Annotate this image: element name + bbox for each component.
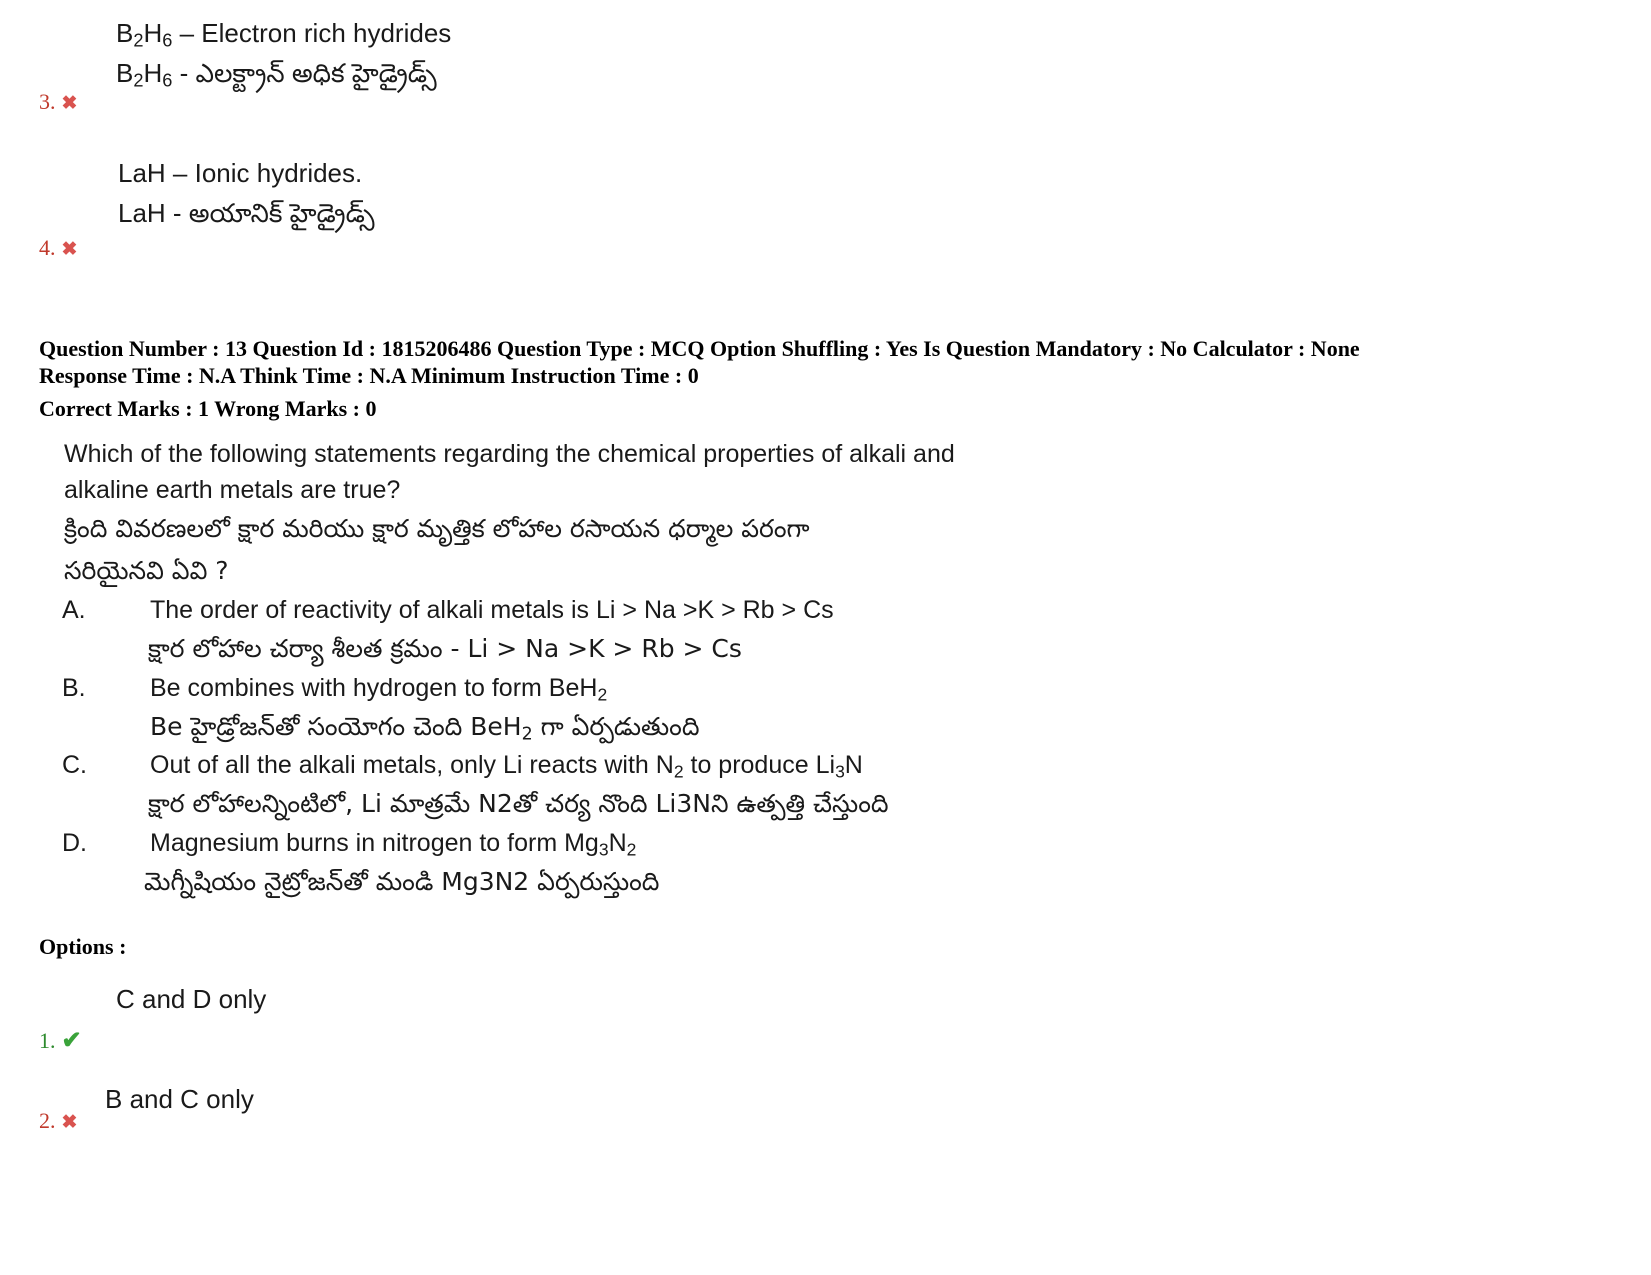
question-text-te-line-2: సరియైనవి ఏవి ? (64, 556, 229, 585)
option-2-text: B and C only (105, 1084, 254, 1114)
cross-icon: ✖ (61, 93, 78, 114)
statement-c-te: క్షార లోహాలన్నింటిలో, Li మాత్రమే N2తో చర్య నొంది Li3Nని ఉత్పత్తి చేస్తుంది (148, 789, 889, 818)
option-4-number: 4. ✖ (39, 235, 78, 260)
statement-letter: A. (62, 596, 86, 624)
statement-b-te: Be హైడ్రోజన్‌తో సంయోగం చెంది BeH$_2$ గా ఏర్పడుతుంది (150, 712, 700, 745)
question-meta-line-2: Response Time : N.A Think Time : N.A Minimum Instruction Time : 0 (39, 363, 699, 388)
option-1-number: 1. ✔ (39, 1028, 82, 1054)
statement-letter: B. (62, 674, 86, 702)
statement-c: C. Out of all the alkali metals, only Li reacts with $N_2$ to produce $Li_3N$ (62, 751, 863, 782)
options-heading: Options : (39, 934, 127, 959)
checkmark-icon: ✔ (61, 1028, 82, 1054)
question-text-en-line-1: Which of the following statements regarding the chemical properties of alkali and (64, 440, 955, 468)
option-2-number: 2. ✖ (39, 1108, 78, 1133)
cross-icon: ✖ (61, 1112, 78, 1133)
statement-a: A. The order of reactivity of alkali metals is Li > Na >K > Rb > Cs (62, 596, 834, 624)
statement-letter: D. (62, 829, 87, 857)
statement-b: B. Be combines with hydrogen to form BeH$_2$ (62, 674, 608, 705)
option-3-number: 3. ✖ (39, 89, 78, 114)
option-3-text-en: $B_2H_6$ – Electron rich hydrides (116, 18, 452, 51)
statement-d-te: మెగ్నీషియం నైట్రోజన్‌తో మండి Mg3N2 ఏర్పరుస్తుంది (144, 867, 660, 896)
option-4-text-en: LaH – Ionic hydrides. (118, 158, 363, 188)
option-1-text: C and D only (116, 984, 267, 1014)
question-meta-line-1: Question Number : 13 Question Id : 1815206486 Question Type : MCQ Option Shuffling : Yes Is Question Mandatory : No Calculator : None (39, 336, 1360, 361)
statement-d: D. Magnesium burns in nitrogen to form $Mg_3N_2$ (62, 829, 637, 860)
option-3-text-te: $B_2H_6$ - ఎలక్ట్రాన్ అధిక హైడ్రైడ్స్ (116, 58, 437, 91)
statement-letter: C. (62, 751, 87, 779)
statement-a-te: క్షార లోహాల చర్యా శీలత క్రమం - Li > Na >K > Rb > Cs (148, 634, 742, 663)
question-text-en-line-2: alkaline earth metals are true? (64, 476, 401, 504)
option-4-text-te: LaH - అయానిక్ హైడ్రైడ్స్ (118, 198, 375, 228)
cross-icon: ✖ (61, 239, 78, 260)
marks-info: Correct Marks : 1 Wrong Marks : 0 (39, 396, 377, 421)
question-text-te-line-1: క్రింది వివరణలలో క్షార మరియు క్షార మృత్తిక లోహాల రసాయన ధర్మాల పరంగా (64, 514, 810, 543)
